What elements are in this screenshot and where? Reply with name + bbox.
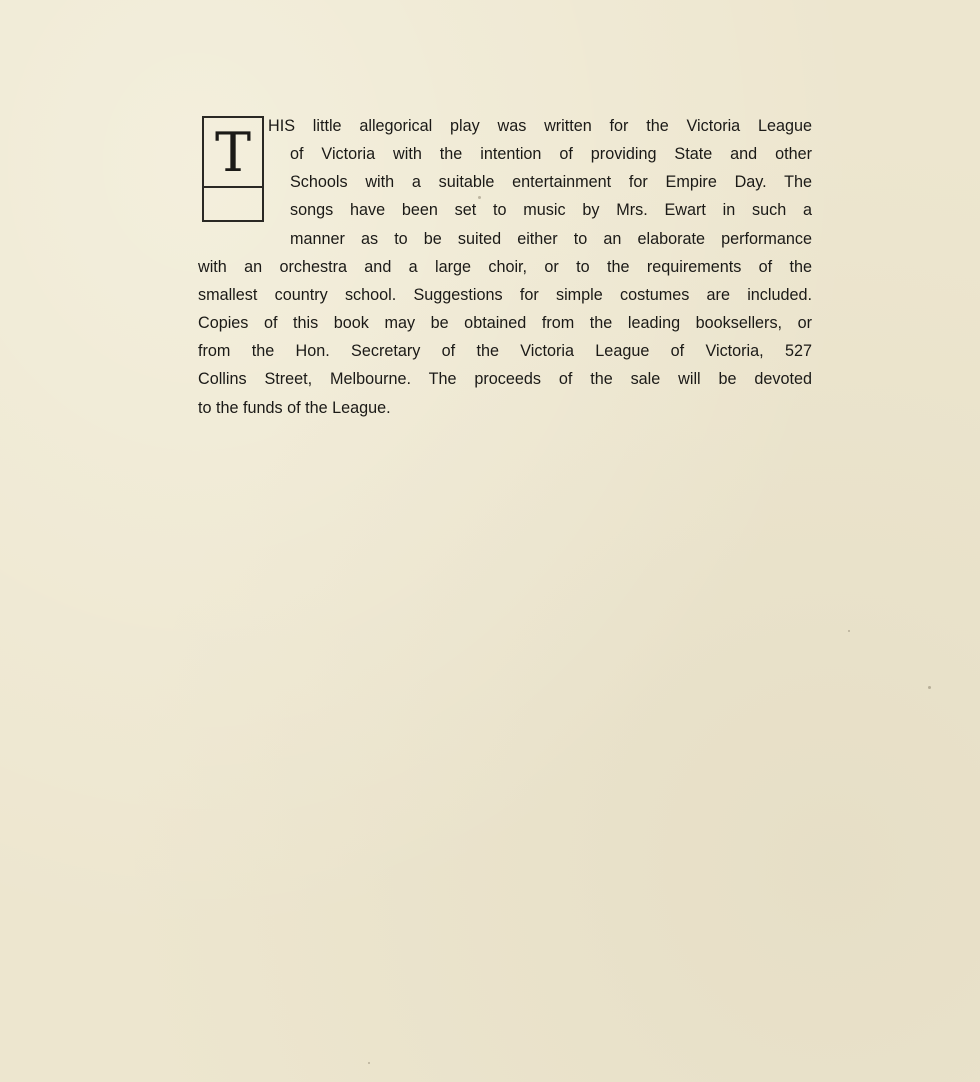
text-line-1: HIS little allegorical play was written for the Victoria League: [268, 117, 812, 135]
drop-cap-box: [202, 116, 264, 222]
drop-cap-letter: T: [214, 121, 252, 184]
text-line-8: Copies of this book may be obtained from the leading booksellers, or: [198, 314, 812, 332]
paper-speck: [368, 1062, 370, 1064]
paper-speck: [928, 686, 931, 689]
text-line-2: of Victoria with the intention of providing State and other: [290, 145, 812, 163]
text-line-7: smallest country school. Suggestions for simple costumes are included.: [198, 286, 812, 304]
drop-cap-frame-top: [204, 118, 262, 188]
text-line-11: to the funds of the League.: [198, 399, 391, 417]
paper-speck: [478, 196, 481, 199]
text-line-3: Schools with a suitable entertainment for Empire Day. The: [290, 173, 812, 191]
text-line-9: from the Hon. Secretary of the Victoria League of Victoria, 527: [198, 342, 812, 360]
text-line-5: manner as to be suited either to an elaborate performance: [290, 230, 812, 248]
text-line-10: Collins Street, Melbourne. The proceeds of the sale will be devoted: [198, 370, 812, 388]
text-line-6: with an orchestra and a large choir, or to the requirements of the: [198, 258, 812, 276]
text-line-4: songs have been set to music by Mrs. Ewart in such a: [290, 201, 812, 219]
paper-speck: [848, 630, 850, 632]
